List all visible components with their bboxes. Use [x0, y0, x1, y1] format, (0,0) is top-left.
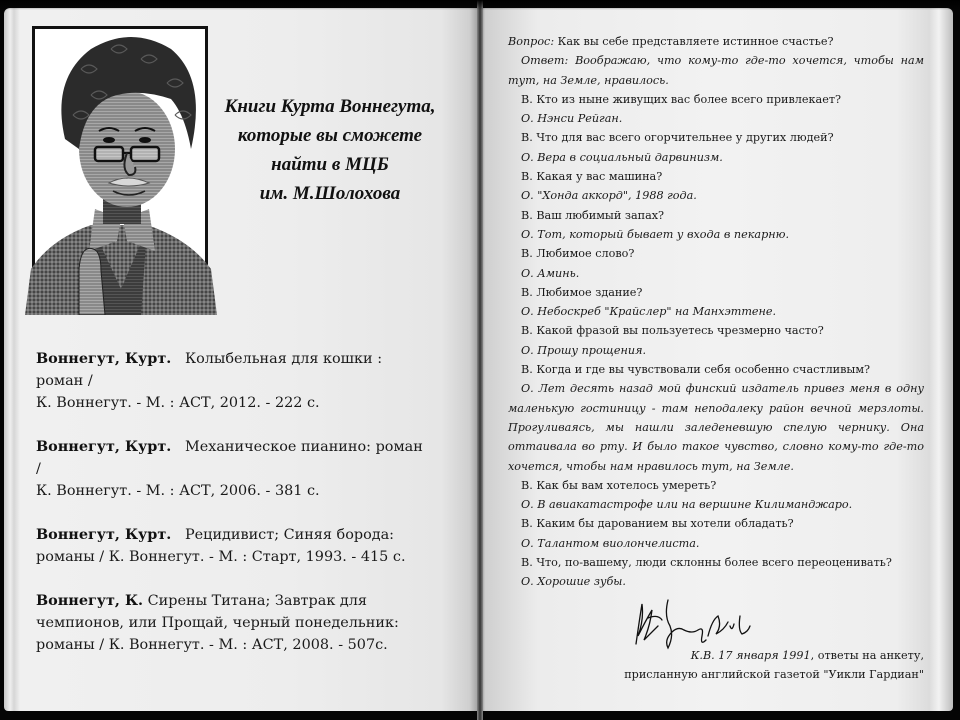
entry-text: Механическое пианино: роман / [36, 439, 423, 477]
bibliography-entry [36, 436, 431, 502]
title-line: найти в МЦБ [271, 154, 389, 175]
answer: О. Лет десять назад мой финский издатель привез меня в одну маленькую гостиницу - там неподалеку район вечной мерзлоты. Прогуливаясь, мы нашли заледеневшую спелую чернику. Она оттаивала во рту. И было такое чувство, словно кому-то где-то хочется, чтобы нам нравилось тут, на Земле. [508, 382, 924, 473]
title-line: им. М.Шолохова [259, 183, 401, 204]
intro-question: Вопрос: Как вы себе представляете истинное счастье? [508, 35, 834, 48]
entry-text: Сирены Титана; Завтрак для [147, 593, 367, 609]
entry-author: Воннегут, Курт. [36, 526, 172, 543]
top-shadow [0, 0, 960, 10]
title-line: Книги Курта Воннегута, [224, 96, 436, 117]
title-line: которые вы сможете [237, 125, 423, 146]
portrait-illustration [21, 19, 217, 315]
question: В. Ваш любимый запах? [521, 208, 665, 222]
bibliography-list [36, 348, 431, 678]
answer: О. Вера в социальный дарвинизм. [521, 150, 723, 164]
portrait-frame [32, 26, 208, 314]
answer: О. Тот, который бывает у входа в пекарню. [521, 227, 790, 241]
entry-text: К. Воннегут. - М. : АСТ, 2012. - 222 с. [36, 395, 320, 411]
bibliography-entry [36, 590, 431, 656]
answer: О. Аминь. [521, 266, 580, 280]
caption-text: присланную английской газетой "Уикли Гардиан" [624, 668, 924, 681]
bibliography-entry [36, 524, 431, 568]
question: В. Любимое слово? [521, 247, 635, 261]
answer: О. Хорошие зубы. [521, 575, 626, 589]
entry-text: К. Воннегут. - М. : АСТ, 2006. - 381 с. [36, 483, 320, 499]
page-title [200, 92, 460, 208]
question: В. Как бы вам хотелось умереть? [521, 478, 717, 492]
answer: О. Прошу прощения. [521, 343, 647, 357]
answer: О. В авиакатастрофе или на вершине Килиманджаро. [521, 498, 853, 512]
entry-text: Рецидивист; Синяя борода: [184, 527, 395, 543]
question: В. Кто из ныне живущих вас более всего привлекает? [521, 92, 842, 106]
answer: О. "Хонда аккорд", 1988 года. [521, 189, 697, 203]
caption-text: , ответы на анкету, [810, 649, 924, 662]
interview-text [508, 32, 924, 592]
entry-author: Воннегут, К. [36, 592, 144, 609]
entry-text: романы / К. Воннегут. - М. : Старт, 1993. - 415 с. [36, 549, 406, 565]
caption-initials-date: К.В. 17 января 1991 [690, 649, 811, 662]
question: В. Что для вас всего огорчительнее у других людей? [521, 131, 834, 145]
entry-author: Воннегут, Курт. [36, 438, 172, 455]
question: В. Каким бы дарованием вы хотели обладать? [521, 517, 794, 531]
question: В. Какой фразой вы пользуетесь чрезмерно часто? [521, 324, 824, 338]
question: В. Когда и где вы чувствовали себя особенно счастливым? [521, 363, 871, 377]
signature-icon [628, 596, 768, 652]
answer: О. Талантом виолончелиста. [521, 536, 700, 550]
bibliography-entry [36, 348, 431, 414]
question: В. Какая у вас машина? [521, 170, 663, 184]
entry-text: чемпионов, или Прощай, черный понедельник: [36, 615, 399, 631]
answer: О. Нэнси Рейган. [521, 112, 623, 126]
entry-text: романы / К. Воннегут. - М. : АСТ, 2008. - 507с. [36, 637, 388, 653]
entry-text: Колыбельная для кошки : роман / [36, 351, 383, 389]
question: В. Любимое здание? [521, 285, 643, 299]
intro-answer: Ответ: Воображаю, что кому-то где-то хочется, чтобы нам тут, на Земле, нравилось. [508, 54, 924, 87]
signature-caption [624, 646, 924, 684]
book-spine [477, 0, 483, 720]
entry-author: Воннегут, Курт. [36, 350, 172, 367]
answer: О. Небоскреб "Крайслер" на Манхэттене. [521, 305, 777, 319]
question: В. Что, по-вашему, люди склонны более всего переоценивать? [521, 556, 892, 570]
